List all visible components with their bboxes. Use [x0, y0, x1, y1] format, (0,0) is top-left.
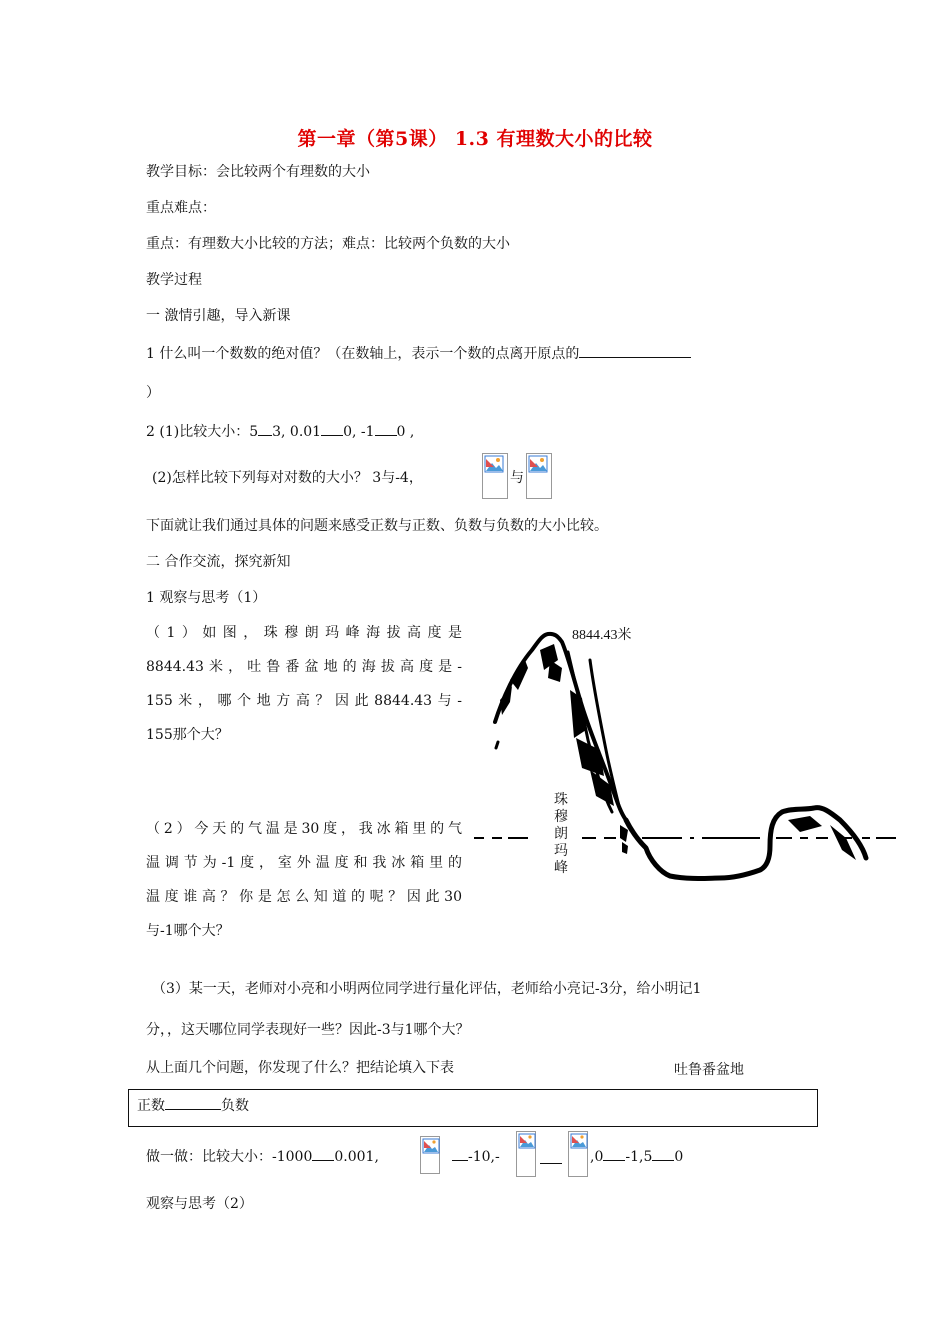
and-word: 与	[510, 470, 524, 486]
exercise-text-a: 做一做：比较大小：-1000	[146, 1149, 313, 1165]
paragraph-line: 8844.43米，吐鲁番盆地的海拔高度是-	[146, 659, 462, 675]
q2-part-b: 3, 0.01	[272, 424, 322, 440]
peak-name-label	[553, 792, 569, 877]
q2-part-d: 0 ,	[396, 424, 415, 440]
exercise-text-c: -10,-	[468, 1149, 500, 1165]
peak-name-char: 珠	[554, 792, 568, 808]
answer-blank	[603, 1145, 625, 1161]
answer-blank	[452, 1145, 468, 1161]
conclusion-box	[128, 1089, 818, 1127]
exercise-part-3	[590, 1145, 683, 1167]
exercise-part-2	[452, 1145, 500, 1167]
mountain-figure	[470, 620, 900, 890]
exercise-text-f: 0	[674, 1149, 684, 1165]
answer-blank	[652, 1145, 674, 1161]
q2-part-a: 2 (1)比较大小：5	[146, 424, 259, 440]
answer-blank	[312, 1145, 334, 1161]
objective: 教学目标：会比较两个有理数的大小	[146, 164, 370, 180]
question-1	[146, 342, 691, 364]
question-2	[146, 420, 414, 442]
observe2-heading: 观察与思考（2）	[146, 1196, 253, 1212]
q2-part-c: 0, -1	[343, 424, 375, 440]
fraction-image-icon	[516, 1131, 536, 1177]
answer-blank	[258, 420, 272, 436]
basin-label: 吐鲁番盆地	[674, 1062, 744, 1078]
question-2-2	[152, 468, 423, 488]
paragraph-line: 温调节为-1度，室外温度和我冰箱里的	[146, 855, 462, 871]
peak-name-char: 峰	[554, 860, 568, 876]
exercise-text-b: 0.001,	[334, 1149, 379, 1165]
paragraph-line: 155那个大？	[146, 727, 229, 743]
question-1-text: 1 什么叫一个数数的绝对值？（在数轴上，表示一个数的点离开原点的	[146, 346, 580, 362]
peak-name-char: 玛	[554, 843, 568, 859]
paragraph-2	[146, 812, 462, 948]
paragraph-line: （2）今天的气温是30度，我冰箱里的气	[146, 821, 462, 837]
q2-2-text: (2)怎样比较下列每对对数的大小？ 3与-4，	[152, 470, 423, 486]
exercise-text-e: -1,5	[625, 1149, 653, 1165]
exercise-part-1	[146, 1145, 379, 1167]
paragraph-3-line-1: （3）某一天，老师对小亮和小明两位同学进行量化评估，老师给小亮记-3分，给小明记1	[152, 981, 702, 997]
peak-height-label: 8844.43米	[572, 628, 632, 643]
paragraph-1	[146, 616, 462, 752]
discover-text: 从上面几个问题，你发现了什么？把结论填入下表	[146, 1060, 454, 1076]
negative-word: 负数	[221, 1098, 249, 1114]
exercise-text-d: ,0	[590, 1149, 604, 1165]
positive-word: 正数	[137, 1098, 165, 1114]
answer-blank	[321, 420, 343, 436]
answer-blank	[375, 420, 397, 436]
paragraph-line: 温度谁高？你是怎么知道的呢？因此30	[146, 889, 462, 905]
answer-blank	[165, 1094, 221, 1110]
transition-text: 下面就让我们通过具体的问题来感受正数与正数、负数与负数的大小比较。	[146, 518, 608, 534]
fraction-image-icon	[526, 453, 552, 499]
paragraph-line: 155米，哪个地方高？因此8844.43与-	[146, 693, 462, 709]
paragraph-line: 与-1哪个大？	[146, 923, 230, 939]
answer-blank	[540, 1148, 562, 1164]
conclusion-text	[137, 1094, 249, 1116]
keypoints-heading: 重点难点：	[146, 200, 216, 216]
paragraph-line: （1）如图，珠穆朗玛峰海拔高度是	[146, 625, 462, 641]
section1-heading: 一 激情引趣，导入新课	[146, 308, 291, 324]
question-1-close: ）	[146, 385, 160, 401]
peak-name-char: 穆	[554, 809, 568, 825]
paragraph-3-line-2: 分，，这天哪位同学表现好一些？因此-3与1哪个大？	[146, 1022, 470, 1038]
fraction-image-icon	[420, 1136, 440, 1174]
observe1-heading: 1 观察与思考（1）	[146, 590, 267, 606]
process-heading: 教学过程	[146, 272, 202, 288]
fraction-image-icon	[568, 1131, 588, 1177]
fraction-image-icon	[482, 453, 508, 499]
answer-blank	[579, 342, 691, 358]
keypoints: 重点：有理数大小比较的方法；难点：比较两个负数的大小	[146, 236, 510, 252]
section2-heading: 二 合作交流，探究新知	[146, 554, 291, 570]
peak-name-char: 朗	[554, 826, 568, 842]
page-title: 第一章（第5课） 1.3 有理数大小的比较	[297, 128, 653, 150]
